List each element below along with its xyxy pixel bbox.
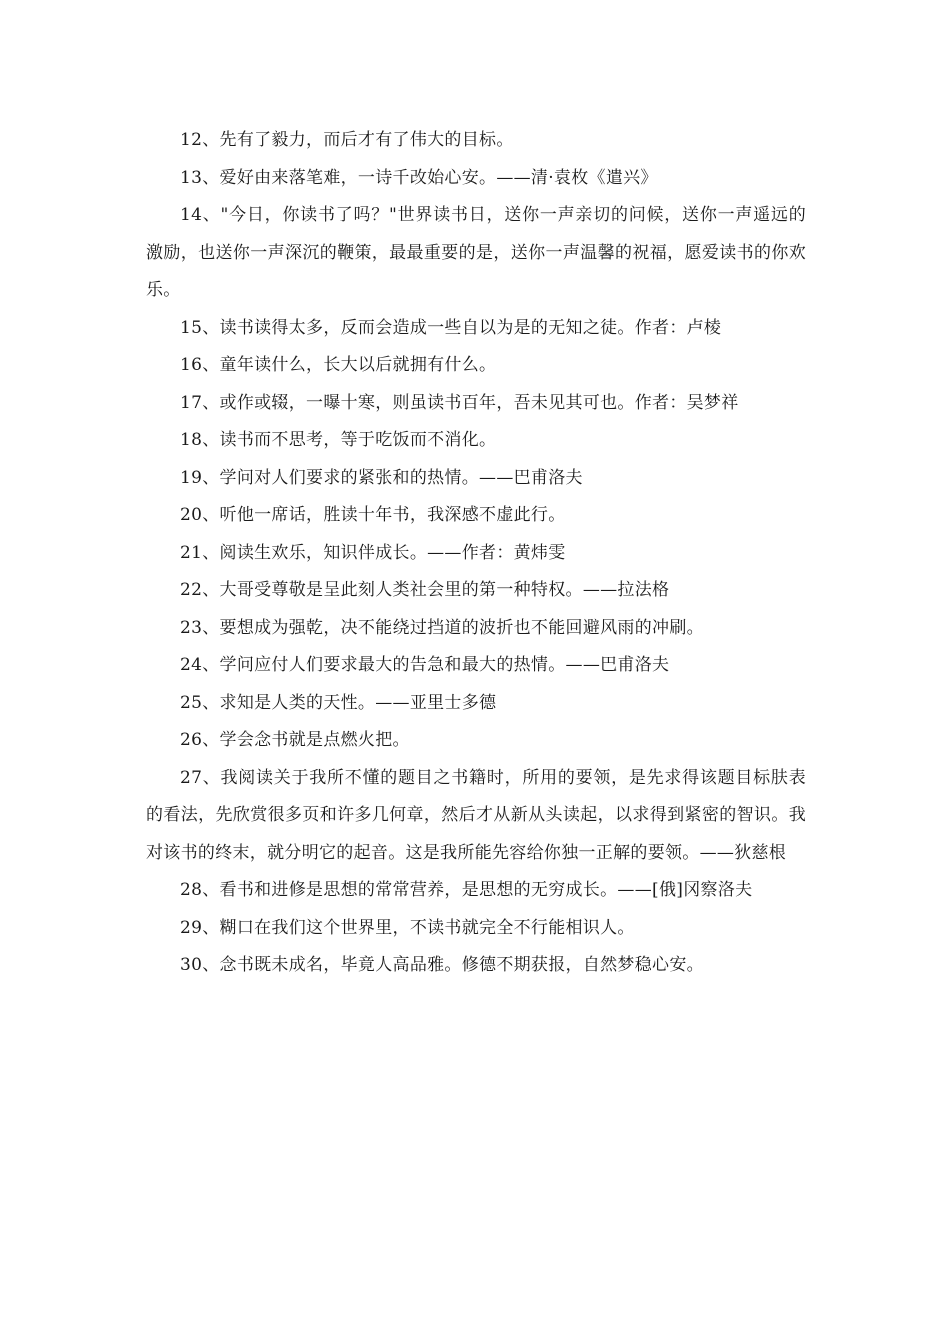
quote-30: 30、念书既未成名，毕竟人高品雅。修德不期获报，自然梦稳心安。 — [180, 955, 704, 975]
quote-20: 20、听他一席话，胜读十年书，我深感不虚此行。 — [180, 505, 566, 525]
quote-17: 17、或作或辍，一曝十寒，则虽读书百年，吾未见其可也。作者：吴梦祥 — [180, 392, 739, 413]
quote-21: 21、阅读生欢乐，知识伴成长。——作者：黄炜雯 — [180, 542, 566, 563]
quote-14: 14、"今日，你读书了吗？"世界读书日，送你一声亲切的问候，送你一声遥远的激励，也送你一声深沉的鞭策，最最重要的是，送你一声温馨的祝福，愿爱读书的你欢乐。 — [146, 205, 806, 300]
quote-12: 12、先有了毅力，而后才有了伟大的目标。 — [180, 130, 514, 150]
quote-29: 29、糊口在我们这个世界里，不读书就完全不行能相识人。 — [180, 917, 635, 938]
quote-22: 22、大哥受尊敬是呈此刻人类社会里的第一种特权。——拉法格 — [180, 580, 670, 600]
document-body — [146, 122, 806, 985]
quote-28: 28、看书和进修是思想的常常营养，是思想的无穷成长。——[俄]冈察洛夫 — [180, 880, 753, 900]
quote-16: 16、童年读什么，长大以后就拥有什么。 — [180, 355, 497, 375]
quote-24: 24、学问应付人们要求最大的告急和最大的热情。——巴甫洛夫 — [180, 655, 670, 675]
quote-19: 19、学问对人们要求的紧张和的热情。——巴甫洛夫 — [180, 467, 583, 488]
quote-23: 23、要想成为强乾，决不能绕过挡道的波折也不能回避风雨的冲刷。 — [180, 617, 704, 638]
quote-18: 18、读书而不思考，等于吃饭而不消化。 — [180, 430, 497, 450]
quote-26: 26、学会念书就是点燃火把。 — [180, 730, 410, 750]
quote-15: 15、读书读得太多，反而会造成一些自以为是的无知之徒。作者：卢棱 — [180, 317, 722, 338]
quote-13: 13、爱好由来落笔难，一诗千改始心安。——清·袁枚《遣兴》 — [180, 167, 658, 188]
quote-27: 27、我阅读关于我所不懂的题目之书籍时，所用的要领，是先求得该题目标肤表的看法，先欣赏很多页和许多几何章，然后才从新从头读起，以求得到紧密的智识。我对该书的终末，就分明它的起音。这是我所能先容给你独一正解的要领。——狄慈根 — [146, 767, 806, 863]
quote-25: 25、求知是人类的天性。——亚里士多德 — [180, 692, 497, 713]
